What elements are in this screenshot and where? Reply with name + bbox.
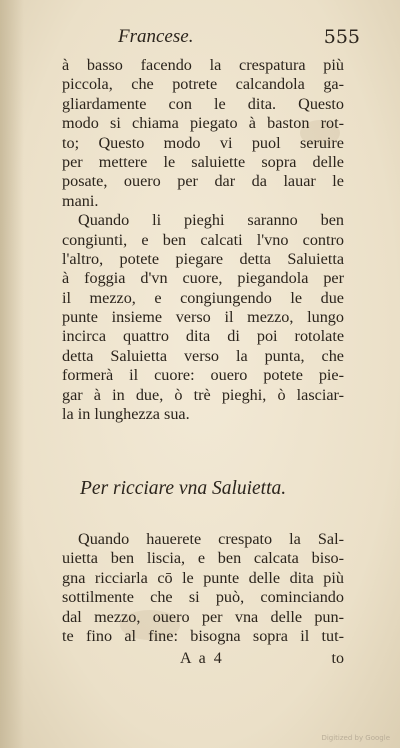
- text-line: posate, ouero per dar da lauar le: [62, 172, 344, 191]
- text-line: modo si chiama piegato à baston rot-: [62, 114, 344, 133]
- text-line: to; Questo modo vi puol seruire: [62, 133, 344, 152]
- text-line: uietta ben liscia, e ben calcata biso-: [62, 549, 344, 568]
- text-line: gliardamente con le dita. Questo: [62, 94, 344, 113]
- text-line: l'altro, potete piegare detta Saluietta: [62, 249, 344, 268]
- body-text-upper: [62, 56, 344, 424]
- text-line: à foggia d'vn cuore, piegandola per: [62, 269, 344, 288]
- text-line: detta Saluietta verso la punta, che: [62, 346, 344, 365]
- section-heading: Per ricciare vna Saluietta.: [80, 478, 287, 499]
- text-line: te fino al fine: bisogna sopra il tut-: [62, 626, 344, 645]
- paragraph-2: [62, 211, 344, 424]
- text-line: la in lunghezza sua.: [62, 405, 190, 424]
- text-line: il mezzo, e congiungendo le due: [62, 288, 344, 307]
- signature-mark: A a 4: [180, 650, 224, 667]
- text-line: gna ricciarla cō le punte delle dita più: [62, 568, 344, 587]
- text-line: sottilmente che si può, cominciando: [62, 588, 344, 607]
- text-line: piccola, che potrete calcandola ga-: [62, 75, 344, 94]
- text-line: dal mezzo, ouero per vna delle pun-: [62, 607, 344, 626]
- page-footer: [62, 650, 344, 670]
- text-line: per mettere le saluiette sopra delle: [62, 152, 344, 171]
- page-gutter-shadow: [0, 0, 24, 748]
- text-line: punte insieme verso il mezzo, lungo: [62, 308, 344, 327]
- text-line: formerà il cuore: ouero potete pie-: [62, 366, 344, 385]
- digitization-watermark: Digitized by Google: [321, 734, 390, 742]
- running-title: Francese.: [118, 26, 194, 47]
- running-header: [60, 26, 360, 52]
- text-line: gar à in due, ò trè pieghi, ò lasciar-: [62, 385, 344, 404]
- body-text-lower: [62, 530, 344, 646]
- paragraph-3: [62, 530, 344, 646]
- text-line: congiunti, e ben calcati l'vno contro: [62, 230, 344, 249]
- catchword: to: [331, 650, 344, 667]
- text-line: Quando li pieghi saranno ben: [78, 211, 344, 230]
- page-number: 555: [323, 26, 360, 48]
- text-line: incirca quattro dita di poi rotolate: [62, 327, 344, 346]
- paragraph-1: [62, 56, 344, 211]
- text-line: Quando hauerete crespato la Sal-: [78, 530, 344, 548]
- text-line: mani.: [62, 191, 99, 210]
- text-line: à basso facendo la crespatura più: [62, 56, 344, 74]
